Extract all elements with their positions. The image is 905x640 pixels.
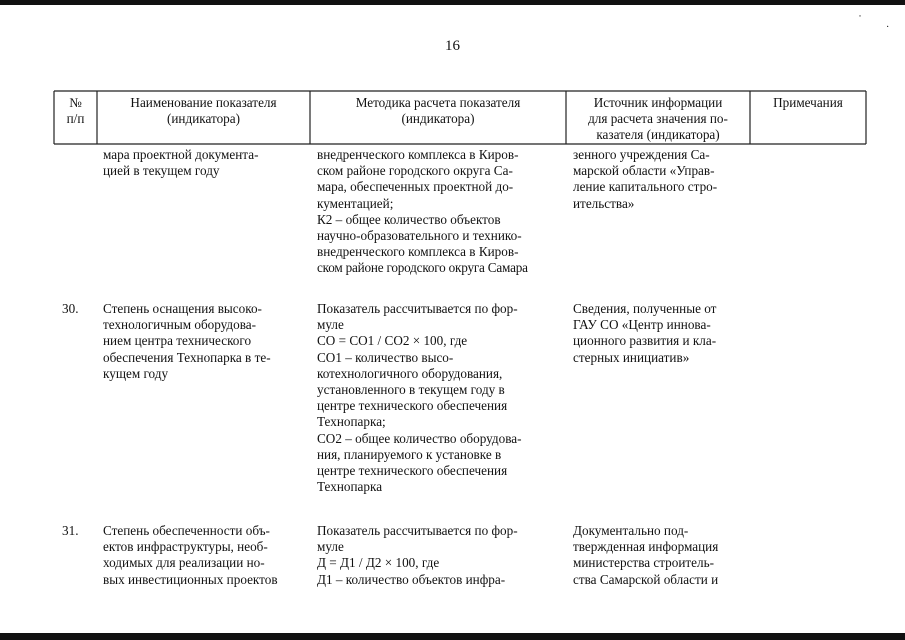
row-31-source: Документально под- твержденная информация министерства строитель- ства Самарской области и <box>573 523 719 587</box>
header-information-source: Источник информации для расчета значения по- казателя (индикатора) <box>588 95 728 143</box>
row-continuation-method: внедренческого комплекса в Киров- ском районе городского округа Са- мара, обеспеченных проектной до- кументацией; К2 – общее количество объектов научно-образовательного и технико- внедренческого комплекса в Киров- ском районе городского округа Самара <box>317 147 528 276</box>
header-calculation-method: Методика расчета показателя (индикатора) <box>355 95 521 127</box>
row-31-name: Степень обеспеченности объ- ектов инфраструктуры, необ- ходимых для реализации но- вых инвестиционных проектов <box>103 523 278 587</box>
row-31-method: Показатель рассчитывается по фор- муле Д = Д1 / Д2 × 100, где Д1 – количество объектов инфра- <box>317 523 518 587</box>
row-31-number: 31. <box>62 523 79 538</box>
row-30-name: Степень оснащения высоко- технологичным оборудова- нием центра технического обеспечения Технопарка в те- кущем году <box>103 301 271 381</box>
row-30-method: Показатель рассчитывается по фор- муле СО = СО1 / СО2 × 100, где СО1 – количество высо- котехнологичного оборудования, установленного в текущем году в центре технического обеспечения Технопарка; СО2 – общее количество оборудова- ния, планируемого к установке в центре технического обеспечения Технопарка <box>317 301 522 495</box>
scan-speck: · <box>886 22 890 33</box>
header-indicator-name: Наименование показателя (индикатора) <box>130 95 277 127</box>
row-continuation-source: зенного учреждения Са- марской области «Управ- ление капитального стро- ительства» <box>573 147 718 211</box>
header-number: № п/п <box>66 95 85 127</box>
row-30-source: Сведения, полученные от ГАУ СО «Центр иннова- ционного развития и кла- стерных инициатив» <box>573 301 717 365</box>
header-notes: Примечания <box>773 95 843 110</box>
row-30-number: 30. <box>62 301 79 316</box>
page-number: 16 <box>445 38 460 54</box>
scan-speck: ˙ <box>858 12 862 26</box>
row-continuation-name: мара проектной документа- цией в текущем году <box>103 147 259 179</box>
